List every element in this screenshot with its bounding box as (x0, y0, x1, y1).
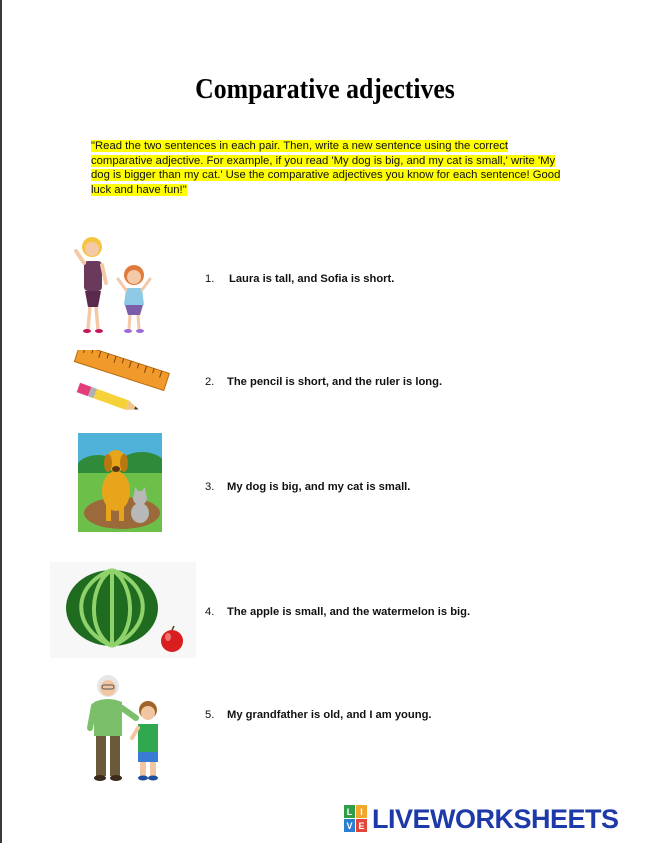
liveworksheets-icon (344, 805, 368, 833)
liveworksheets-logo (344, 804, 619, 834)
item-text: The apple is small, and the watermelon is big. (227, 606, 471, 618)
item-text: My dog is big, and my cat is small. (227, 481, 411, 493)
sentence-item (205, 606, 470, 618)
grandfather-and-boy-image (82, 672, 168, 784)
logo-letter: L (346, 807, 353, 817)
watermelon-and-apple-image (50, 562, 196, 658)
logo-letter: E (358, 821, 365, 831)
item-number: 1. (205, 273, 215, 285)
sentence-item (205, 481, 410, 493)
item-text: My grandfather is old, and I am young. (227, 709, 432, 721)
logo-letter: V (346, 821, 353, 831)
brand-name: LIVEWORKSHEETS (372, 803, 619, 834)
item-text: Laura is tall, and Sofia is short. (229, 273, 395, 285)
logo-letter: I (360, 807, 363, 817)
instructions-highlight: "Read the two sentences in each pair. Then, write a new sentence using the correct comparative adjective. For example, if you read 'My dog is big, and my cat is small,' write 'My dog is bigger than my cat.' Use the comparative adjectives you know for each sentence! Good luck and have fun!" (91, 140, 561, 196)
page-title: Comparative adjectives (195, 74, 455, 105)
sentence-item (205, 273, 394, 285)
ruler-and-pencil-image (70, 350, 170, 416)
item-number: 5. (205, 709, 215, 721)
item-text: The pencil is short, and the ruler is long. (227, 376, 443, 388)
item-number: 2. (205, 376, 215, 388)
page-border (0, 0, 2, 843)
instructions-text (91, 139, 571, 197)
item-number: 4. (205, 606, 215, 618)
woman-and-girl-image (74, 233, 154, 337)
sentence-item (205, 376, 442, 388)
sentence-item (205, 709, 432, 721)
dog-and-cat-image (78, 433, 162, 532)
item-number: 3. (205, 481, 215, 493)
